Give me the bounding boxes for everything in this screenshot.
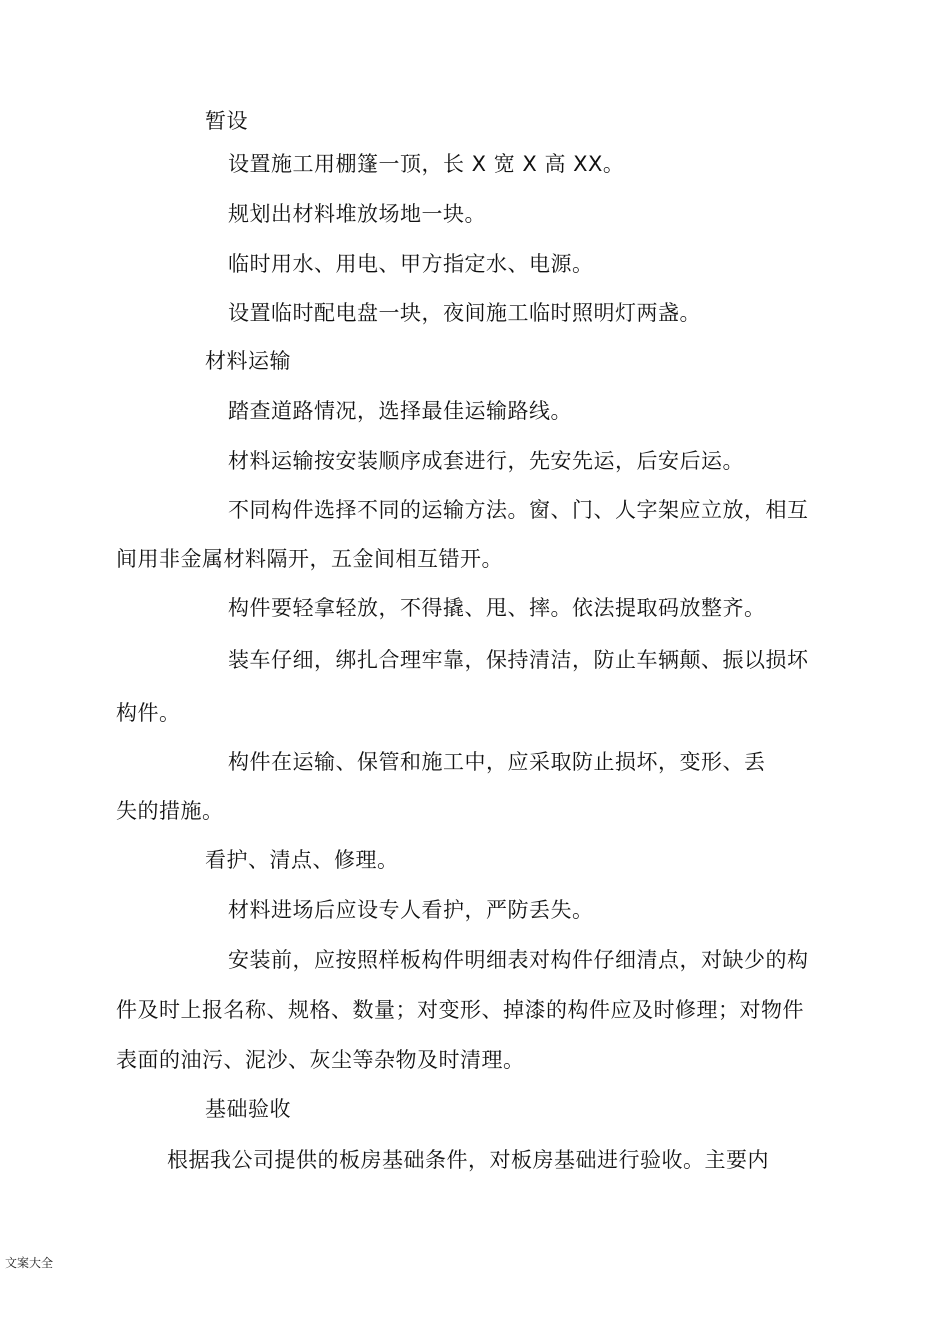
paragraph-line: 构件要轻拿轻放，不得撬、甩、摔。依法提取码放整齐。 <box>228 596 766 620</box>
paragraph-line: 材料进场后应设专人看护，严防丢失。 <box>228 898 594 922</box>
page-footer: 文案大全 <box>5 1256 54 1270</box>
paragraph-line: 构件。 <box>116 701 181 725</box>
paragraph-line: 构件在运输、保管和施工中，应采取防止损坏，变形、丢 <box>228 750 766 774</box>
paragraph-line: 安装前，应按照样板构件明细表对构件仔细清点，对缺少的构 <box>228 948 809 972</box>
paragraph-line: 材料运输按安装顺序成套进行，先安先运，后安后运。 <box>228 449 744 473</box>
paragraph-line: 件及时上报名称、规格、数量；对变形、掉漆的构件应及时修理；对物件 <box>116 998 804 1022</box>
paragraph-line: 规划出材料堆放场地一块。 <box>228 202 486 226</box>
paragraph-line: 装车仔细，绑扎合理牢靠，保持清洁，防止车辆颠、振以损坏 <box>228 648 809 672</box>
paragraph-line: 设置临时配电盘一块，夜间施工临时照明灯两盏。 <box>228 301 701 325</box>
paragraph-line: 失的措施。 <box>116 799 224 823</box>
paragraph-line: 间用非金属材料隔开，五金间相互错开。 <box>116 547 503 571</box>
paragraph-line: 临时用水、用电、甲方指定水、电源。 <box>228 252 594 276</box>
paragraph-line: 设置施工用棚篷一顶，长 X 宽 X 高 XX。 <box>228 152 625 176</box>
section-heading-foundation-acceptance: 基础验收 <box>205 1097 291 1121</box>
paragraph-line: 根据我公司提供的板房基础条件，对板房基础进行验收。主要内 <box>167 1148 769 1172</box>
section-heading-care-check-repair: 看护、清点、修理。 <box>205 848 399 872</box>
section-heading-material-transport: 材料运输 <box>205 349 291 373</box>
paragraph-line: 不同构件选择不同的运输方法。窗、门、人字架应立放，相互 <box>228 498 809 522</box>
paragraph-line: 踏查道路情况，选择最佳运输路线。 <box>228 399 572 423</box>
paragraph-line: 表面的油污、泥沙、灰尘等杂物及时清理。 <box>116 1048 525 1072</box>
section-heading-temporary-facilities: 暂设 <box>205 109 248 133</box>
